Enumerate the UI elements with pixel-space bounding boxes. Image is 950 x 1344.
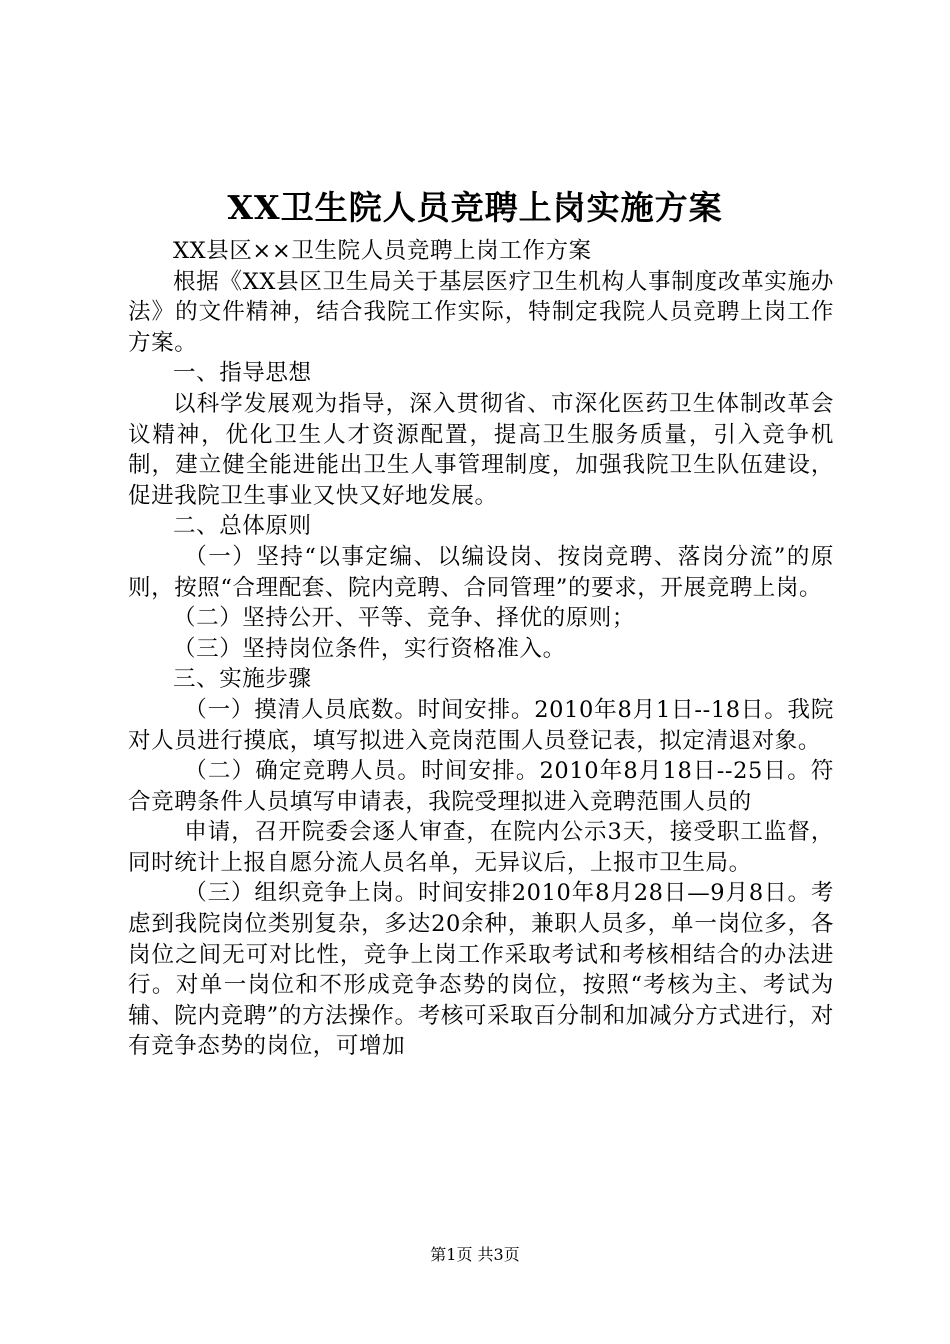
- section-heading-general-principles: 二、总体原则: [173, 513, 312, 540]
- document-body: [128, 236, 834, 1062]
- paragraph-step-2-continued: 申请，召开院委会逐人审查，在院内公示3天，接受职工监督，同时统计上报自愿分流人员名单，无异议后，上报市卫生局。: [128, 819, 834, 876]
- paragraph-principle-3: （三）坚持岗位条件，实行资格准入。: [173, 635, 566, 662]
- section-heading-implementation-steps: 三、实施步骤: [173, 666, 312, 693]
- document-title: XX卫生院人员竞聘上岗实施方案: [227, 188, 723, 227]
- paragraph-subtitle: XX县区××卫生院人员竞聘上岗工作方案: [173, 238, 592, 264]
- section-heading-guiding-ideology: 一、指导思想: [173, 360, 312, 387]
- paragraph-step-3: （三）组织竞争上岗。时间安排2010年8月28日—9月8日。考虑到我院岗位类别复杂，多达20余种，兼职人员多，单一岗位多，各岗位之间无可对比性，竞争上岗工作采取考试和考核相结合的办法进行。对单一岗位和不形成竞争态势的岗位，按照“考核为主、考试为辅、院内竞聘”的方法操作。考核可采取百分制和加减分方式进行，对有竞争态势的岗位，可增加: [128, 880, 834, 1060]
- paragraph-step-2: （二）确定竞聘人员。时间安排。2010年8月18日--25日。符合竞聘条件人员填写申请表，我院受理拟进入竞聘范围人员的: [128, 758, 834, 815]
- paragraph-intro: 根据《XX县区卫生局关于基层医疗卫生机构人事制度改革实施办法》的文件精神，结合我院工作实际，特制定我院人员竞聘上岗工作方案。: [128, 268, 834, 356]
- paragraph-principle-1: （一）坚持“以事定编、以编设岗、按岗竞聘、落岗分流”的原则，按照“合理配套、院内竞聘、合同管理”的要求，开展竞聘上岗。: [128, 543, 834, 601]
- paragraph-guiding-ideology: 以科学发展观为指导，深入贯彻省、市深化医药卫生体制改革会议精神，优化卫生人才资源配置，提高卫生服务质量，引入竞争机制，建立健全能进能出卫生人事管理制度，加强我院卫生队伍建设，促进我院卫生事业又快又好地发展。: [128, 390, 834, 509]
- paragraph-step-1: （一）摸清人员底数。时间安排。2010年8月1日--18日。我院对人员进行摸底，填写拟进入竞岗范围人员登记表，拟定清退对象。: [128, 696, 834, 754]
- page-footer: 第1页 共3页: [430, 1245, 520, 1264]
- paragraph-principle-2: （二）坚持公开、平等、竞争、择优的原则；: [173, 605, 636, 632]
